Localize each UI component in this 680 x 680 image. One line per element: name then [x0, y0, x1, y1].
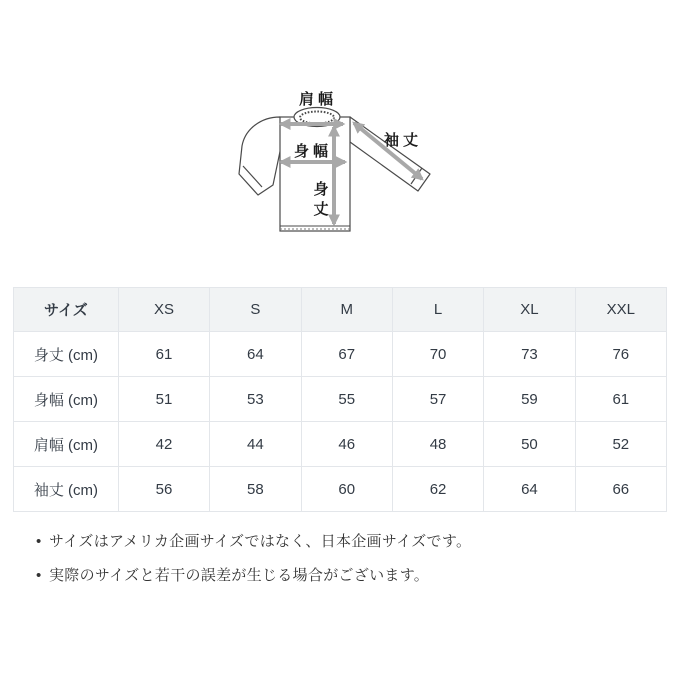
footnotes [36, 532, 471, 600]
size-column-header-m: M [301, 288, 392, 332]
size-cell: 66 [575, 467, 666, 512]
size-cell: 62 [392, 467, 483, 512]
bullet-icon: • [36, 533, 42, 550]
size-cell: 67 [301, 332, 392, 377]
table-row-shoulder-width [14, 422, 667, 467]
shirt-left-sleeve-shape [239, 117, 282, 195]
shirt-measurement-diagram [233, 84, 477, 262]
table-row-sleeve-length [14, 467, 667, 512]
size-cell: 59 [484, 377, 575, 422]
size-cell: 73 [484, 332, 575, 377]
shirt-diagram-svg [233, 84, 477, 262]
size-column-header-xl: XL [484, 288, 575, 332]
body-length-label-char2: 丈 [313, 201, 329, 218]
size-cell: 50 [484, 422, 575, 467]
table-row-body-width [14, 377, 667, 422]
footnote-text: サイズはアメリカ企画サイズではなく、日本企画サイズです。 [49, 533, 472, 550]
size-cell: 76 [575, 332, 666, 377]
size-cell: 57 [392, 377, 483, 422]
body-length-label-char1: 身 [313, 181, 329, 198]
footnote-tolerance [36, 566, 471, 586]
size-table-corner-header: サイズ [14, 288, 119, 332]
size-cell: 60 [301, 467, 392, 512]
row-label: 袖丈 (cm) [14, 467, 119, 512]
size-column-header-xs: XS [118, 288, 209, 332]
size-cell: 51 [118, 377, 209, 422]
size-table-header-row [14, 288, 667, 332]
size-cell: 53 [210, 377, 301, 422]
size-cell: 48 [392, 422, 483, 467]
size-cell: 64 [210, 332, 301, 377]
footnote-text: 実際のサイズと若干の誤差が生じる場合がございます。 [49, 567, 430, 584]
size-cell: 42 [118, 422, 209, 467]
row-label: 身丈 (cm) [14, 332, 119, 377]
size-column-header-l: L [392, 288, 483, 332]
sleeve-length-label: 袖丈 [383, 132, 423, 149]
table-row-body-length [14, 332, 667, 377]
size-cell: 61 [575, 377, 666, 422]
shoulder-width-label: 肩幅 [298, 91, 338, 108]
size-cell: 44 [210, 422, 301, 467]
size-cell: 56 [118, 467, 209, 512]
size-column-header-xxl: XXL [575, 288, 666, 332]
size-cell: 70 [392, 332, 483, 377]
body-width-label: 身幅 [293, 143, 333, 160]
row-label: 肩幅 (cm) [14, 422, 119, 467]
size-table [13, 287, 667, 512]
size-cell: 55 [301, 377, 392, 422]
size-column-header-s: S [210, 288, 301, 332]
size-cell: 58 [210, 467, 301, 512]
size-cell: 52 [575, 422, 666, 467]
bullet-icon: • [36, 567, 42, 584]
row-label: 身幅 (cm) [14, 377, 119, 422]
footnote-sizing-standard [36, 532, 471, 552]
size-cell: 64 [484, 467, 575, 512]
size-cell: 46 [301, 422, 392, 467]
size-cell: 61 [118, 332, 209, 377]
